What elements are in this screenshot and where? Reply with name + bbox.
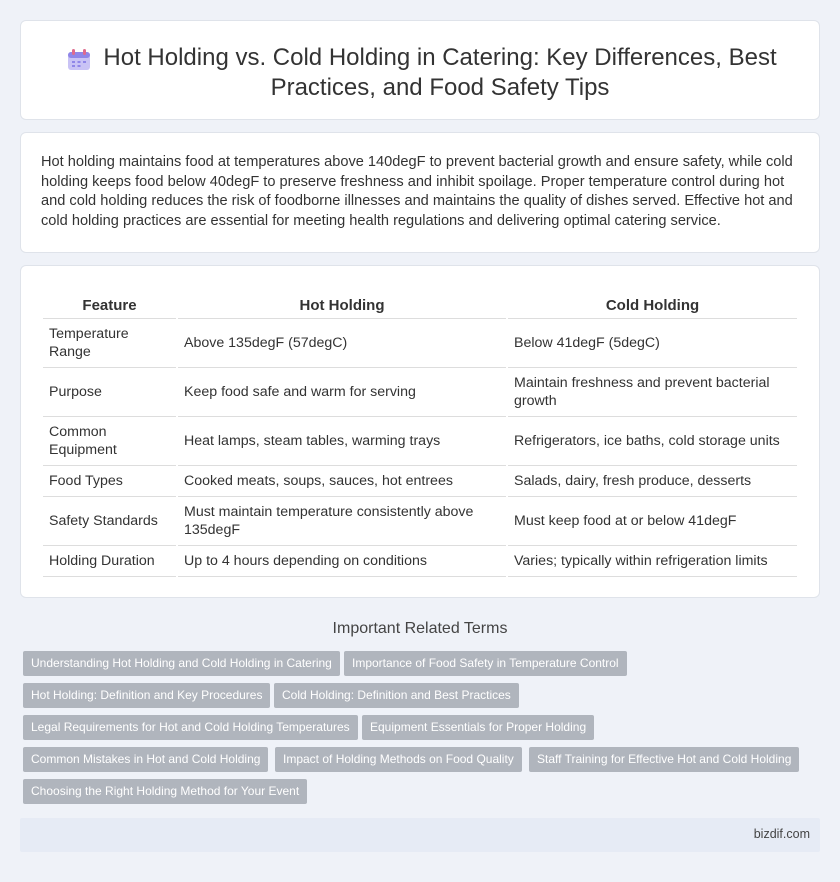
footer-site-link[interactable]: bizdif.com [753,827,810,841]
cold-holding-cell: Refrigerators, ice baths, cold storage units [508,417,797,466]
related-term-tag[interactable]: Hot Holding: Definition and Key Procedures [23,683,270,708]
related-term-tag[interactable]: Legal Requirements for Hot and Cold Holding Temperatures [23,715,358,740]
header-hot-holding: Hot Holding [178,292,506,319]
title-card [20,20,820,120]
related-term-tag[interactable]: Impact of Holding Methods on Food Quality [275,747,522,772]
table-row [43,497,797,546]
hot-holding-cell: Cooked meats, soups, sauces, hot entrees [178,466,506,497]
cold-holding-cell: Salads, dairy, fresh produce, desserts [508,466,797,497]
related-term-tag[interactable]: Choosing the Right Holding Method for Your Event [23,779,307,804]
cold-holding-cell: Must keep food at or below 41degF [508,497,797,546]
feature-cell: Holding Duration [43,546,176,577]
feature-cell: Purpose [43,368,176,417]
comparison-table [41,292,799,577]
table-row [43,319,797,368]
related-term-tag[interactable]: Importance of Food Safety in Temperature Control [344,651,627,676]
related-term-tag[interactable]: Understanding Hot Holding and Cold Holding in Catering [23,651,340,676]
hot-holding-cell: Above 135degF (57degC) [178,319,506,368]
page-title: Hot Holding vs. Cold Holding in Catering: Key Differences, Best Practices, and Food Safety Tips [103,44,777,101]
cold-holding-cell: Varies; typically within refrigeration limits [508,546,797,577]
table-row [43,417,797,466]
table-row [43,466,797,497]
table-row [43,546,797,577]
hot-holding-cell: Up to 4 hours depending on conditions [178,546,506,577]
header-cold-holding: Cold Holding [508,292,797,319]
related-terms-title: Important Related Terms [332,620,508,637]
feature-cell: Temperature Range [43,319,176,368]
intro-paragraph: Hot holding maintains food at temperatures above 140degF to prevent bacterial growth and ensure safety, while cold holding keeps food below 40degF to preserve freshness and inhibit spoilage. Proper temperature control during hot and cold holding reduces the risk of foodborne illnesses and maintains the quality of dishes served. Effective hot and cold holding practices are essential for meeting health regulations and delivering optimal catering service. [41,154,793,229]
hot-holding-cell: Keep food safe and warm for serving [178,368,506,417]
intro-card [20,132,820,253]
feature-cell: Common Equipment [43,417,176,466]
hot-holding-cell: Must maintain temperature consistently above 135degF [178,497,506,546]
comparison-card [20,265,820,598]
cold-holding-cell: Maintain freshness and prevent bacterial growth [508,368,797,417]
feature-cell: Safety Standards [43,497,176,546]
related-term-tag[interactable]: Common Mistakes in Hot and Cold Holding [23,747,268,772]
related-term-tag[interactable]: Equipment Essentials for Proper Holding [362,715,594,740]
related-term-tag[interactable]: Staff Training for Effective Hot and Cold Holding [529,747,799,772]
related-term-tag[interactable]: Cold Holding: Definition and Best Practices [274,683,519,708]
table-row [43,368,797,417]
header-feature: Feature [43,292,176,319]
hot-holding-cell: Heat lamps, steam tables, warming trays [178,417,506,466]
footer [20,818,820,852]
feature-cell: Food Types [43,466,176,497]
cold-holding-cell: Below 41degF (5degC) [508,319,797,368]
